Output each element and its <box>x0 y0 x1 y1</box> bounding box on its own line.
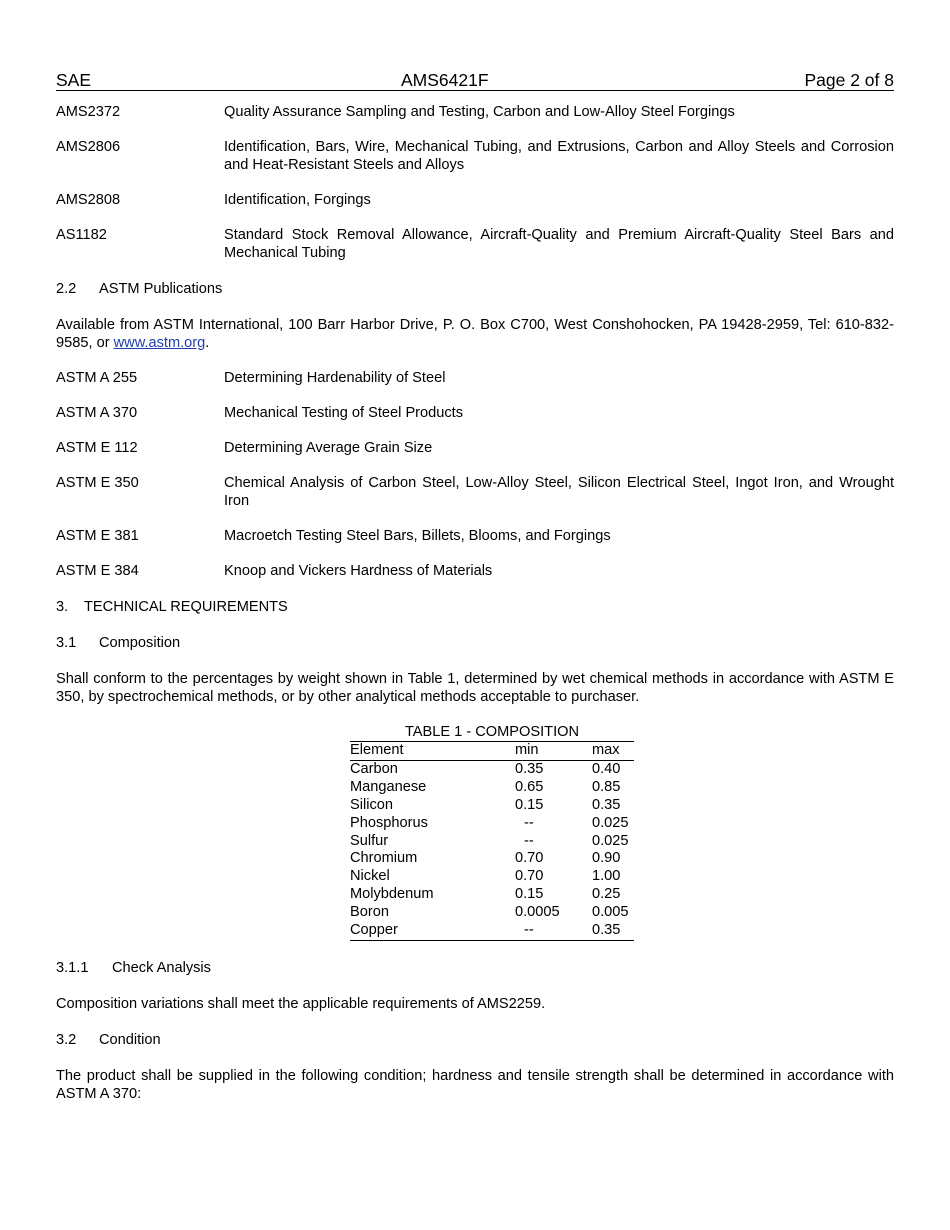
element-cell: Carbon <box>350 760 398 777</box>
section-number: 3.2 <box>56 1031 77 1048</box>
max-cell: 0.25 <box>592 886 621 903</box>
min-cell: -- <box>524 832 534 849</box>
table-row <box>350 815 634 833</box>
reference-row <box>56 226 894 262</box>
section-number: 3.1.1 <box>56 959 89 976</box>
section-heading-2-2 <box>56 280 894 298</box>
min-cell: 0.70 <box>515 868 544 885</box>
astm-availability-end: . <box>205 335 210 351</box>
composition-table-container <box>350 723 634 941</box>
max-cell: 0.40 <box>592 760 621 777</box>
max-cell: 0.35 <box>592 922 634 940</box>
reference-code: AS1182 <box>56 227 107 243</box>
section-title: Check Analysis <box>112 959 211 976</box>
min-cell: 0.70 <box>515 850 544 867</box>
column-header-min: min <box>515 742 592 761</box>
table-caption: TABLE 1 - COMPOSITION <box>404 724 580 740</box>
header-org: SAE <box>56 70 92 90</box>
reference-title: Determining Hardenability of Steel <box>224 370 446 386</box>
max-cell: 0.005 <box>592 904 629 921</box>
element-cell: Manganese <box>350 778 427 795</box>
min-cell: -- <box>515 922 592 940</box>
table-row <box>350 868 634 886</box>
section-title: Composition <box>99 635 181 651</box>
reference-row <box>56 404 894 422</box>
min-cell: 0.15 <box>515 796 544 813</box>
reference-title: Chemical Analysis of Carbon Steel, Low-Alloy Steel, Silicon Electrical Steel, Ingot Iron, and Wrought Iron <box>224 475 894 509</box>
section-number: 3.1 <box>56 635 77 651</box>
document-page <box>56 68 894 1103</box>
reference-code: ASTM E 384 <box>56 563 139 579</box>
max-cell: 0.85 <box>592 778 621 795</box>
reference-title: Identification, Forgings <box>224 192 371 208</box>
reference-code: ASTM A 370 <box>56 405 138 421</box>
max-cell: 0.35 <box>592 796 621 813</box>
element-cell: Phosphorus <box>350 814 428 831</box>
condition-paragraph: The product shall be supplied in the following condition; hardness and tensile strength shall be determined in accordance with ASTM A 370: <box>56 1067 894 1102</box>
section-number: 2.2 <box>56 281 77 297</box>
reference-row <box>56 562 894 580</box>
reference-row <box>56 474 894 510</box>
section-heading-3-1-1 <box>56 959 894 977</box>
reference-code: ASTM E 350 <box>56 475 139 491</box>
reference-code: AMS2806 <box>56 139 121 155</box>
section-heading-3-1 <box>56 634 894 652</box>
min-cell: 0.15 <box>515 886 544 903</box>
max-cell: 1.00 <box>592 868 621 885</box>
section-heading-3 <box>56 598 894 616</box>
table-row <box>350 833 634 851</box>
min-cell: 0.35 <box>515 760 544 777</box>
max-cell: 0.025 <box>592 814 629 831</box>
reference-title: Quality Assurance Sampling and Testing, Carbon and Low-Alloy Steel Forgings <box>224 104 735 120</box>
section-heading-3-2 <box>56 1031 894 1049</box>
table-row <box>350 797 634 815</box>
reference-row <box>56 103 894 121</box>
table-row <box>350 922 634 940</box>
reference-code: ASTM A 255 <box>56 370 138 386</box>
table-row <box>350 886 634 904</box>
reference-code: ASTM E 112 <box>56 440 138 456</box>
composition-paragraph: Shall conform to the percentages by weight shown in Table 1, determined by wet chemical methods in accordance with ASTM E 350, by spectrochemical methods, or by other analytical methods acceptable to purchaser. <box>56 671 894 705</box>
table-row <box>350 760 634 778</box>
table-header-row <box>350 742 634 761</box>
min-cell: 0.0005 <box>515 904 560 921</box>
reference-title: Knoop and Vickers Hardness of Materials <box>224 563 493 579</box>
column-header-max: max <box>592 742 634 761</box>
table-row <box>350 779 634 797</box>
reference-title: Macroetch Testing Steel Bars, Billets, Blooms, and Forgings <box>224 528 611 544</box>
check-analysis-paragraph: Composition variations shall meet the applicable requirements of AMS2259. <box>56 995 546 1012</box>
reference-row <box>56 191 894 209</box>
max-cell: 0.90 <box>592 850 621 867</box>
reference-code: AMS2808 <box>56 192 121 208</box>
table-row <box>350 850 634 868</box>
element-cell: Nickel <box>350 868 390 885</box>
section-number: 3. <box>56 599 69 615</box>
element-cell: Copper <box>350 922 515 940</box>
section-title: Condition <box>99 1031 161 1048</box>
max-cell: 0.025 <box>592 832 629 849</box>
reference-code: ASTM E 381 <box>56 528 139 544</box>
element-cell: Molybdenum <box>350 886 434 903</box>
reference-title: Identification, Bars, Wire, Mechanical Tubing, and Extrusions, Carbon and Alloy Steels and Corrosion and Heat-Resistant Steels and Alloys <box>224 139 894 173</box>
astm-availability-text: Available from ASTM International, 100 Barr Harbor Drive, P. O. Box C700, West Conshohocken, PA 19428-2959, Tel: 610-832-9585, or <box>56 317 894 351</box>
reference-title: Standard Stock Removal Allowance, Aircraft-Quality and Premium Aircraft-Quality Steel Bars and Mechanical Tubing <box>224 227 894 261</box>
reference-row <box>56 369 894 387</box>
header-page-number: Page 2 of 8 <box>804 70 894 90</box>
astm-availability-paragraph <box>56 316 894 352</box>
section-title: TECHNICAL REQUIREMENTS <box>84 599 288 615</box>
page-header <box>56 68 894 91</box>
reference-row <box>56 527 894 545</box>
element-cell: Silicon <box>350 796 393 813</box>
header-doc-number: AMS6421F <box>401 70 489 90</box>
reference-code: AMS2372 <box>56 104 121 120</box>
table-row <box>350 904 634 922</box>
reference-title: Mechanical Testing of Steel Products <box>224 405 464 421</box>
astm-website-link[interactable]: www.astm.org <box>113 335 206 351</box>
reference-title: Determining Average Grain Size <box>224 440 433 456</box>
min-cell: -- <box>524 814 534 831</box>
column-header-element: Element <box>350 742 515 761</box>
section-title: ASTM Publications <box>99 281 223 297</box>
element-cell: Boron <box>350 904 389 921</box>
element-cell: Chromium <box>350 850 418 867</box>
composition-table <box>350 741 634 941</box>
reference-row <box>56 138 894 174</box>
element-cell: Sulfur <box>350 832 389 849</box>
min-cell: 0.65 <box>515 778 544 795</box>
reference-row <box>56 439 894 457</box>
